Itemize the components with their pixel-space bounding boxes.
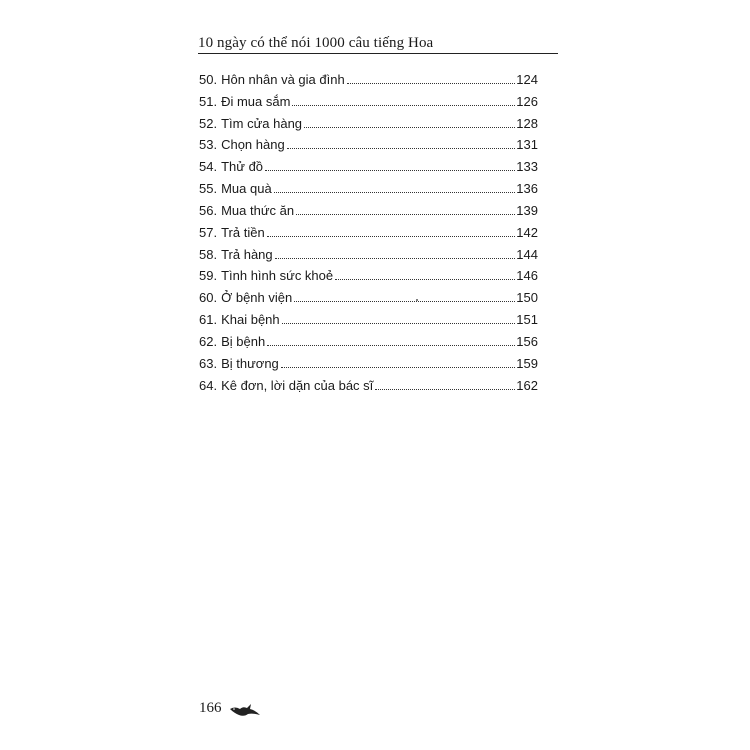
toc-entry [199, 371, 538, 393]
toc-entry-page: 162 [516, 377, 538, 393]
toc-entry-title: Thử đồ [221, 159, 264, 175]
toc-entry-title: Mua thức ăn [221, 202, 295, 218]
dot-leader [347, 83, 516, 84]
toc-entry [199, 65, 538, 87]
toc-entry [199, 87, 538, 109]
footer-page-number: 166 [199, 700, 222, 716]
dot-leader [335, 279, 515, 280]
toc-entry [199, 283, 538, 305]
toc-entry-title: Bị thương [221, 355, 279, 371]
toc-entry-title: Kê đơn, lời dặn của bác sĩ [221, 377, 374, 393]
toc-entry-title: Bị bệnh [221, 333, 266, 349]
toc-entry-title: Trả tiền [221, 224, 265, 240]
bird-ornament-icon [228, 700, 262, 720]
toc-entry-page: 151 [516, 312, 538, 328]
toc-entry-page: 144 [516, 246, 538, 262]
toc-entry-page: 150 [516, 290, 538, 306]
toc-entry-page: 124 [516, 71, 538, 87]
toc-entry-page: 146 [516, 268, 538, 284]
toc-entry-title: Hôn nhân và gia đình [221, 71, 345, 87]
toc-entry-number: 63. [199, 355, 218, 371]
toc-entry [199, 327, 538, 349]
toc-entry-title: Ở bệnh viện [221, 290, 293, 306]
dot-leader [375, 389, 515, 390]
dot-leader [265, 170, 515, 171]
toc-entry-number: 52. [199, 115, 218, 131]
toc-entry-title: Tình hình sức khoẻ [221, 268, 334, 284]
toc-entry-page: 159 [516, 355, 538, 371]
toc-entry-number: 60. [199, 290, 218, 306]
dot-leader [282, 323, 516, 324]
toc-entry-page: 139 [516, 202, 538, 218]
header-rule [198, 53, 558, 54]
toc-entry-title: Chọn hàng [221, 137, 285, 153]
dot-leader [281, 367, 516, 368]
dot-leader [304, 127, 515, 128]
toc-entry [199, 196, 538, 218]
toc-entry [199, 218, 538, 240]
toc-entry-page: 128 [516, 115, 538, 131]
toc-entry [199, 349, 538, 371]
toc-entry-number: 56. [199, 202, 218, 218]
print-speck [416, 299, 418, 301]
toc-entry-number: 57. [199, 224, 218, 240]
toc-entry-number: 50. [199, 71, 218, 87]
toc-entry-number: 64. [199, 377, 218, 393]
toc-entry-number: 55. [199, 181, 218, 197]
toc-entry [199, 109, 538, 131]
toc-entry-number: 59. [199, 268, 218, 284]
table-of-contents [199, 65, 538, 393]
dot-leader [294, 301, 515, 302]
dot-leader [267, 236, 516, 237]
toc-entry [199, 262, 538, 284]
running-header [198, 34, 558, 52]
toc-entry-title: Khai bệnh [221, 312, 280, 328]
toc-entry-number: 58. [199, 246, 218, 262]
toc-entry-title: Tìm cửa hàng [221, 115, 303, 131]
toc-entry-title: Đi mua sắm [221, 93, 291, 109]
dot-leader [267, 345, 515, 346]
toc-entry-page: 136 [516, 181, 538, 197]
toc-entry-page: 133 [516, 159, 538, 175]
dot-leader [287, 148, 516, 149]
toc-entry-number: 61. [199, 312, 218, 328]
dot-leader [275, 258, 516, 259]
toc-entry [199, 152, 538, 174]
dot-leader [292, 105, 515, 106]
toc-entry-number: 51. [199, 93, 218, 109]
toc-entry-page: 131 [516, 137, 538, 153]
dot-leader [296, 214, 515, 215]
toc-entry [199, 174, 538, 196]
toc-entry-title: Trả hàng [221, 246, 273, 262]
toc-entry-number: 54. [199, 159, 218, 175]
toc-entry-page: 126 [516, 93, 538, 109]
toc-entry [199, 131, 538, 153]
toc-entry-page: 142 [516, 224, 538, 240]
header-title: 10 ngày có thể nói 1000 câu tiếng Hoa [198, 35, 434, 51]
toc-entry [199, 305, 538, 327]
dot-leader [274, 192, 516, 193]
toc-entry-number: 62. [199, 333, 218, 349]
toc-entry-title: Mua quà [221, 181, 272, 197]
toc-entry-number: 53. [199, 137, 218, 153]
toc-entry-page: 156 [516, 333, 538, 349]
toc-entry [199, 240, 538, 262]
